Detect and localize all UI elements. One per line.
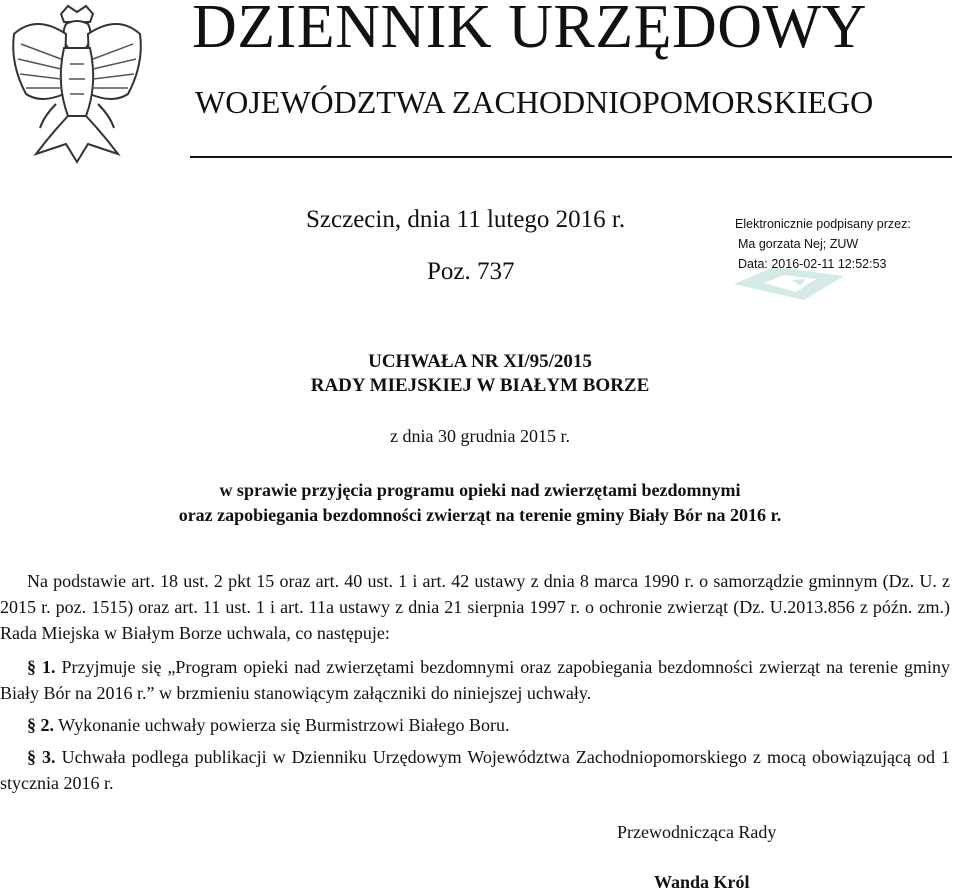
section-text: Przyjmuje się „Program opieki nad zwierzętami bezdomnymi oraz zapobiegania bezdomności zwierząt na terenie gminy Biały Bór na 2016 r.” w brzmieniu stanowiącym załączniki do niniejszej uchwały. (0, 657, 951, 703)
resolution-issuer: RADY MIEJSKIEJ W BIAŁYM BORZE (310, 375, 650, 396)
section-mark: § 1. (27, 657, 56, 677)
section-2 (0, 712, 950, 738)
section-mark: § 2. (27, 715, 54, 735)
position-number: Poz. 737 (427, 258, 515, 285)
resolution-date: z dnia 30 grudnia 2015 r. (390, 426, 570, 446)
resolution-title (0, 350, 960, 398)
section-mark: § 3. (27, 747, 56, 767)
section-3 (0, 744, 950, 796)
subject-line-2: oraz zapobiegania bezdomności zwierząt na terenie gminy Biały Bór na 2016 r. (178, 505, 782, 525)
section-1 (0, 654, 950, 706)
subject-line-1: w sprawie przyjęcia programu opieki nad zwierzętami bezdomnymi (219, 480, 741, 500)
signature-date: Data: 2016-02-11 12:52:53 (738, 257, 887, 271)
preamble: Na podstawie art. 18 ust. 2 pkt 15 oraz art. 40 ust. 1 i art. 42 ustawy z dnia 8 marca 1990 r. o samorządzie gminnym (Dz. U. z 2015 r. poz. 1515) oraz art. 11 ust. 1 i art. 11a ustawy z dnia 21 sierpnia 1997 r. o ochronie zwierząt (Dz. U.2013.856 z późn. zm.) Rada Miejska w Białym Borze uchwala, co następuje: (0, 571, 950, 643)
journal-title: DZIENNIK URZĘDOWY (192, 0, 867, 61)
section-text: Wykonanie uchwały powierza się Burmistrzowi Białego Boru. (54, 715, 510, 735)
polish-eagle-emblem-icon (6, 4, 148, 164)
section-text: Uchwała podlega publikacji w Dzienniku Urzędowym Województwa Zachodniopomorskiego z mocą obowiązującą od 1 stycznia 2016 r. (0, 747, 951, 793)
publication-date: Szczecin, dnia 11 lutego 2016 r. (306, 206, 626, 233)
resolution-subject (0, 478, 960, 528)
journal-subtitle: WOJEWÓDZTWA ZACHODNIOPOMORSKIEGO (195, 84, 874, 120)
header-divider (190, 156, 952, 158)
signer-name: Ma gorzata Nej; ZUW (738, 237, 859, 251)
electronic-signature-stamp (735, 214, 911, 274)
signatory-role: Przewodnicząca Rady (617, 822, 777, 842)
signatory-name: Wanda Król (654, 872, 750, 892)
resolution-body (0, 568, 950, 802)
resolution-number: UCHWAŁA NR XI/95/2015 (368, 351, 592, 372)
signature-label: Elektronicznie podpisany przez: (735, 217, 911, 231)
